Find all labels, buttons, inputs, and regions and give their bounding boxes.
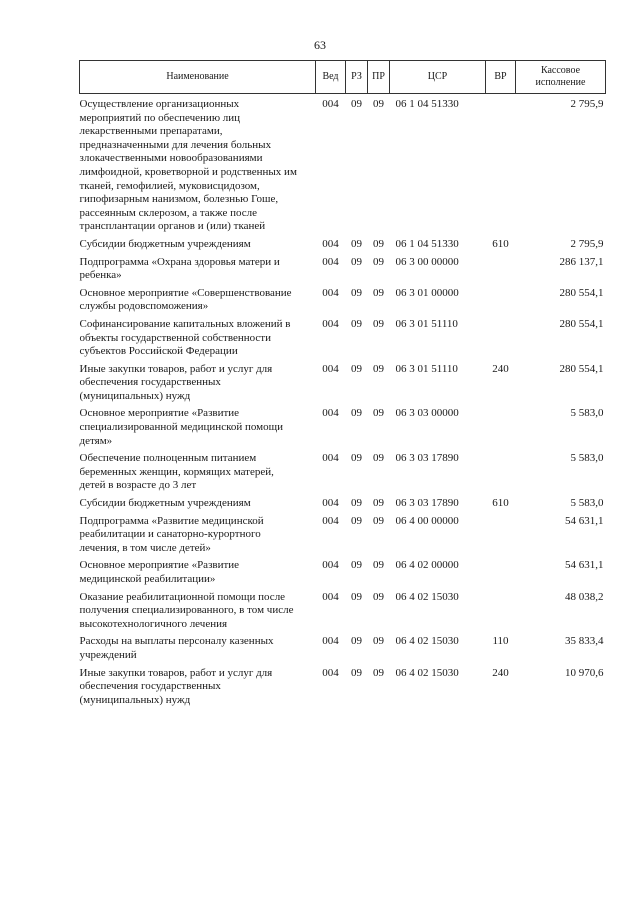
row-rz: 09 — [351, 407, 362, 420]
row-ved: 004 — [322, 666, 339, 679]
row-ved: 004 — [322, 452, 339, 465]
row-pr: 09 — [373, 497, 384, 510]
row-vr: 610 — [492, 237, 509, 250]
row-amount: 280 554,1 — [559, 286, 604, 299]
header-pr: ПР — [368, 61, 390, 94]
row-amount: 35 833,4 — [565, 635, 604, 648]
row-pr: 09 — [373, 559, 384, 572]
table-row — [80, 287, 606, 318]
row-name: Иные закупки товаров, работ и услуг для обеспечения государственных (муниципальных) нужд — [79, 666, 273, 706]
table-row — [80, 318, 606, 363]
row-name: Основное мероприятие «Развитие медицинской реабилитации» — [79, 559, 240, 585]
row-pr: 09 — [373, 590, 384, 603]
row-amount: 5 583,0 — [570, 452, 604, 465]
row-csr: 06 1 04 51330 — [395, 98, 459, 110]
row-ved: 004 — [322, 635, 339, 648]
row-amount: 286 137,1 — [559, 255, 604, 268]
row-pr: 09 — [373, 317, 384, 330]
row-rz: 09 — [351, 666, 362, 679]
row-pr: 09 — [373, 407, 384, 420]
row-name: Иные закупки товаров, работ и услуг для обеспечения государственных (муниципальных) нужд — [79, 362, 273, 402]
row-name: Расходы на выплаты персоналу казенных учреждений — [79, 635, 274, 661]
header-vr: ВР — [486, 61, 516, 94]
table-row — [80, 363, 606, 408]
row-ved: 004 — [322, 255, 339, 268]
table-row — [80, 98, 606, 238]
row-vr — [486, 287, 516, 318]
header-name: Наименование — [80, 61, 316, 94]
table-row — [80, 515, 606, 560]
row-pr: 09 — [373, 255, 384, 268]
row-pr: 09 — [373, 666, 384, 679]
row-csr: 06 3 03 00000 — [395, 407, 459, 420]
row-rz: 09 — [351, 255, 362, 268]
header-csr: ЦСР — [390, 61, 486, 94]
row-rz: 09 — [351, 98, 362, 110]
row-vr: 110 — [492, 635, 509, 648]
row-csr: 06 3 03 17890 — [395, 497, 459, 510]
row-vr — [486, 98, 516, 238]
table-row — [80, 238, 606, 256]
row-vr — [486, 256, 516, 287]
row-amount: 2 795,9 — [570, 98, 604, 110]
row-name: Основное мероприятие «Совершенствование службы родовспоможения» — [79, 286, 292, 313]
row-rz: 09 — [351, 237, 362, 250]
row-csr: 06 4 02 00000 — [395, 559, 459, 572]
row-csr: 06 4 02 15030 — [395, 666, 459, 679]
row-csr: 06 3 03 17890 — [395, 452, 459, 465]
row-amount: 280 554,1 — [559, 362, 604, 375]
row-csr: 06 4 02 15030 — [395, 590, 459, 603]
table-row — [80, 407, 606, 452]
row-pr: 09 — [373, 98, 384, 110]
row-rz: 09 — [351, 317, 362, 330]
row-pr: 09 — [373, 635, 384, 648]
row-pr: 09 — [373, 452, 384, 465]
table-row — [80, 256, 606, 287]
row-name: Основное мероприятие «Развитие специализированной медицинской помощи детям» — [79, 407, 283, 447]
row-rz: 09 — [351, 362, 362, 375]
row-amount: 10 970,6 — [565, 666, 604, 679]
row-ved: 004 — [322, 317, 339, 330]
row-pr: 09 — [373, 286, 384, 299]
row-rz: 09 — [351, 590, 362, 603]
row-vr — [486, 452, 516, 497]
row-amount: 54 631,1 — [565, 559, 604, 572]
header-rz: РЗ — [346, 61, 368, 94]
row-name: Субсидии бюджетным учреждениям — [79, 497, 251, 510]
row-ved: 004 — [322, 559, 339, 572]
row-name: Субсидии бюджетным учреждениям — [79, 237, 251, 250]
row-rz: 09 — [351, 497, 362, 510]
row-pr: 09 — [373, 514, 384, 527]
table-row — [80, 452, 606, 497]
header-amount: Кассовое исполнение — [516, 61, 606, 94]
table-row — [80, 591, 606, 636]
budget-table — [79, 60, 606, 711]
row-vr: 240 — [492, 362, 509, 375]
header-ved: Вед — [316, 61, 346, 94]
row-name: Осуществление организационных мероприятий по обеспечению лиц лекарственными препаратами, предназначенными для лечения больных злокачественными новообразованиями лимфоидной, кроветворной и родственных им тканей, гемофилией, муковисцидозом, гипофизарным нанизмом, болезнью Гоше, рассеянным склерозом, а также после трансплантации органов и (или) тканей — [79, 98, 297, 233]
row-pr: 09 — [373, 362, 384, 375]
row-csr: 06 3 01 00000 — [395, 286, 459, 299]
row-ved: 004 — [322, 98, 339, 110]
row-amount: 280 554,1 — [559, 317, 604, 330]
row-amount: 2 795,9 — [570, 237, 604, 250]
row-name: Обеспечение полноценным питанием беременных женщин, кормящих матерей, детей в возрасте до 3 лет — [79, 452, 274, 492]
row-csr: 06 1 04 51330 — [395, 237, 459, 250]
page-number: 63 — [314, 38, 326, 52]
row-csr: 06 4 00 00000 — [395, 514, 459, 527]
row-vr: 240 — [492, 666, 509, 679]
row-vr — [486, 559, 516, 590]
row-pr: 09 — [373, 237, 384, 250]
table-row — [80, 667, 606, 712]
row-vr — [486, 591, 516, 636]
row-rz: 09 — [351, 559, 362, 572]
row-name: Софинансирование капитальных вложений в объекты государственной собственности субъектов Российской Федерации — [79, 317, 291, 358]
row-rz: 09 — [351, 635, 362, 648]
row-amount: 5 583,0 — [570, 407, 604, 420]
table-row — [80, 559, 606, 590]
row-rz: 09 — [351, 514, 362, 527]
row-ved: 004 — [322, 590, 339, 603]
row-ved: 004 — [322, 514, 339, 527]
table-row — [80, 635, 606, 666]
row-vr — [486, 318, 516, 363]
row-vr: 610 — [492, 497, 509, 510]
row-csr: 06 4 02 15030 — [395, 635, 459, 648]
row-name: Оказание реабилитационной помощи после получения специализированного, в том числе высокотехнологичного лечения — [79, 590, 294, 630]
row-ved: 004 — [322, 286, 339, 299]
row-ved: 004 — [322, 497, 339, 510]
row-vr — [486, 515, 516, 560]
row-vr — [486, 407, 516, 452]
row-name: Подпрограмма «Развитие медицинской реабилитации и санаторно-курортного лечения, в том числе детей» — [79, 514, 264, 554]
row-amount: 5 583,0 — [570, 497, 604, 510]
row-amount: 48 038,2 — [565, 590, 604, 603]
row-ved: 004 — [322, 362, 339, 375]
row-rz: 09 — [351, 452, 362, 465]
table-row — [80, 497, 606, 515]
row-csr: 06 3 00 00000 — [395, 255, 459, 268]
row-amount: 54 631,1 — [565, 514, 604, 527]
row-ved: 004 — [322, 237, 339, 250]
header-row — [80, 61, 606, 94]
row-csr: 06 3 01 51110 — [395, 317, 458, 330]
row-name: Подпрограмма «Охрана здоровья матери и ребенка» — [79, 255, 280, 282]
row-ved: 004 — [322, 407, 339, 420]
row-rz: 09 — [351, 286, 362, 299]
row-csr: 06 3 01 51110 — [395, 362, 458, 375]
